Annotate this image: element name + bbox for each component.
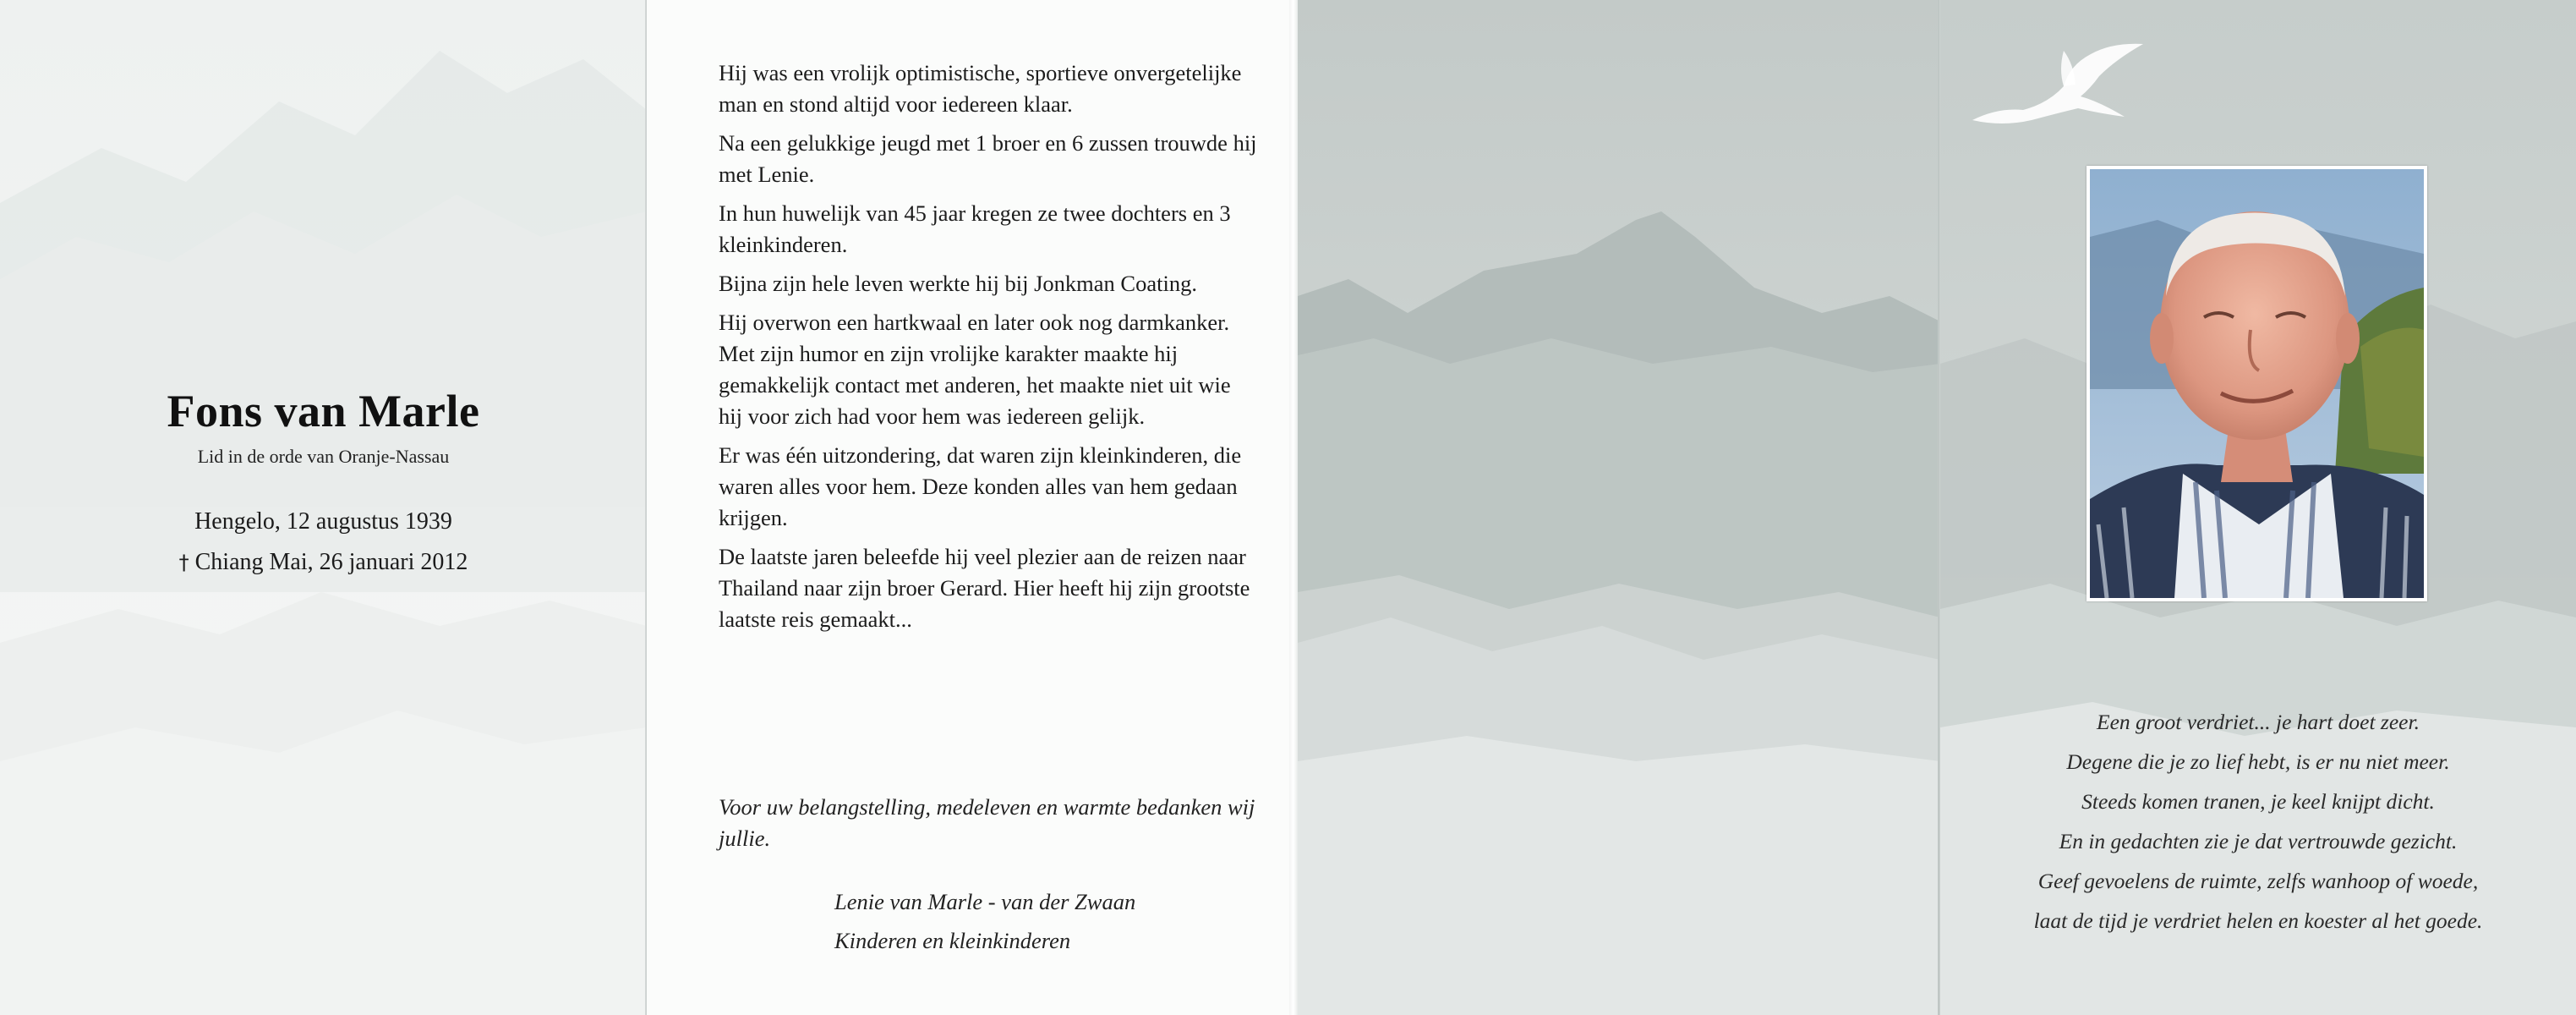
biography-text — [719, 58, 1260, 643]
poem-line: En in gedachten zie je dat vertrouwde gezicht. — [2059, 829, 2458, 853]
poem — [1940, 702, 2576, 941]
poem-line: laat de tijd je verdriet helen en koester al het goede. — [2033, 908, 2483, 933]
cross-icon: † — [178, 551, 189, 574]
poem-line: Geef gevoelens de ruimte, zelfs wanhoop of woede, — [2037, 869, 2479, 893]
mountain-landscape — [1298, 0, 1940, 1015]
thanks-text: Voor uw belangstelling, medeleven en warmte bedanken wij jullie. — [719, 794, 1255, 851]
bio-paragraph: Er was één uitzondering, dat waren zijn kleinkinderen, die waren alles voor hem. Deze konden alles van hem gedaan krijgen. — [719, 442, 1242, 530]
bio-paragraph: De laatste jaren beleefde hij veel plezier aan de reizen naar Thailand naar zijn broer Gerard. Hier heeft hij zijn grootste laatste reis gemaakt... — [719, 544, 1250, 632]
signature-block — [834, 882, 1135, 960]
bio-paragraph: Hij overwon een hartkwaal en later ook nog darmkanker. Met zijn humor en zijn vrolijke karakter maakte hij gemakkelijk contact met anderen, het maakte niet uit wie hij voor zich had voor hem was iedereen gelijk. — [719, 310, 1231, 429]
bio-paragraph: Hij was een vrolijk optimistische, sportieve onvergetelijke man en stond altijd voor iedereen klaar. — [719, 60, 1242, 117]
poem-line: Een groot verdriet... je hart doet zeer. — [2097, 710, 2420, 734]
deceased-name: Fons van Marle — [167, 386, 480, 436]
biography-panel — [647, 0, 1289, 1015]
landscape-panel — [1298, 0, 1940, 1015]
photo-panel — [1940, 0, 2576, 1015]
front-panel — [0, 0, 647, 1015]
birth-line: Hengelo, 12 augustus 1939 — [194, 508, 452, 535]
signature-spouse: Lenie van Marle - van der Zwaan — [834, 889, 1136, 914]
death-text: Chiang Mai, 26 januari 2012 — [194, 549, 468, 575]
bio-paragraph: Bijna zijn hele leven werkte hij bij Jonkman Coating. — [719, 271, 1197, 296]
name-block — [0, 385, 647, 583]
dates-block — [0, 502, 647, 583]
portrait-illustration — [2090, 169, 2424, 598]
death-line — [0, 542, 647, 583]
poem-line: Degene die je zo lief hebt, is er nu niet meer. — [2066, 749, 2450, 774]
dove-icon — [1964, 36, 2158, 137]
honor-title: Lid in de orde van Oranje-Nassau — [197, 446, 450, 467]
card-gap — [1289, 0, 1298, 1015]
poem-line: Steeds komen tranen, je keel knijpt dicht. — [2081, 789, 2435, 814]
portrait-photo — [2087, 166, 2427, 601]
bio-paragraph: Na een gelukkige jeugd met 1 broer en 6 zussen trouwde hij met Lenie. — [719, 130, 1257, 187]
signature-family: Kinderen en kleinkinderen — [834, 928, 1071, 953]
bio-paragraph: In hun huwelijk van 45 jaar kregen ze twee dochters en 3 kleinkinderen. — [719, 200, 1231, 257]
